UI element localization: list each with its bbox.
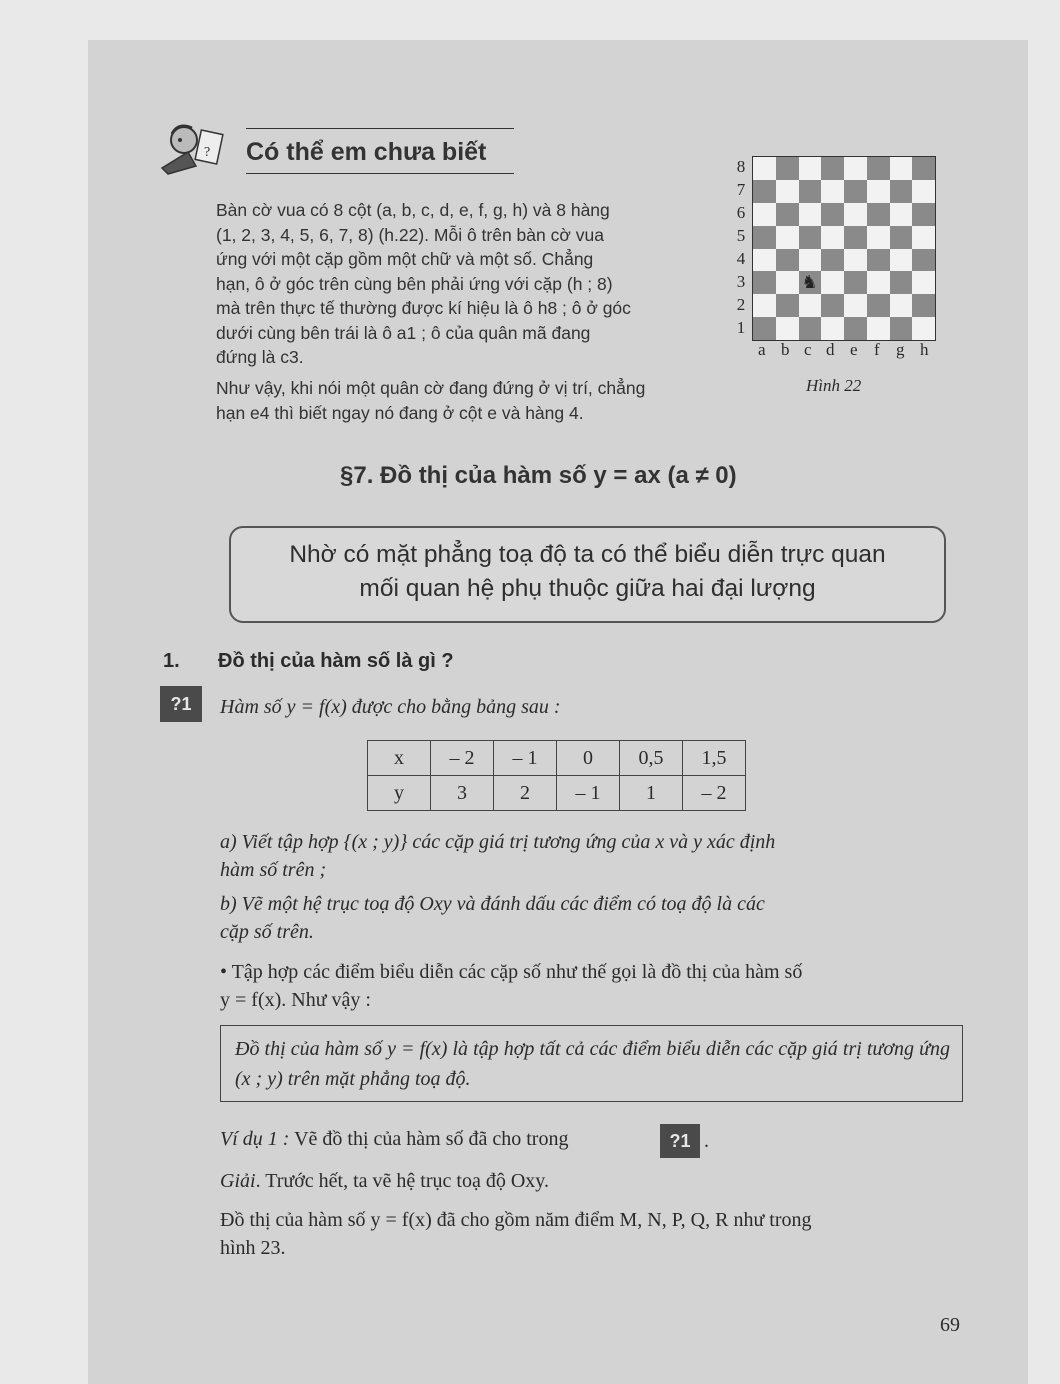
board-square: [890, 271, 913, 294]
solution-line: [220, 1170, 549, 1193]
board-square: [753, 203, 776, 226]
board-square: [753, 317, 776, 340]
board-square: [753, 226, 776, 249]
bullet-paragraph: [220, 958, 962, 1014]
intro-paragraph-2: [216, 376, 706, 425]
board-square: [821, 294, 844, 317]
table-cell: – 2: [683, 776, 746, 811]
subsection-number: 1.: [163, 650, 180, 672]
board-square: [821, 203, 844, 226]
board-square: [890, 226, 913, 249]
board-square: [776, 203, 799, 226]
board-square: [844, 157, 867, 180]
header-rule-top: [246, 128, 514, 129]
rank-label: 8: [736, 157, 746, 176]
table-row: [368, 776, 746, 811]
rank-label: 7: [736, 180, 746, 199]
board-square: [799, 249, 822, 272]
text-line: Đồ thị của hàm số y = f(x) đã cho gồm năm điểm M, N, P, Q, R như trong: [220, 1209, 812, 1231]
chessboard: [752, 156, 936, 341]
intro-line: hạn e4 thì biết ngay nó đang ở cột e và hàng 4.: [216, 402, 584, 423]
definition-text: Đồ thị của hàm số y = f(x) là tập hợp tất cả các điểm biểu diễn các cặp giá trị tương ứng (x ; y) trên mặt phẳng toạ độ.: [235, 1038, 950, 1090]
text-line: hình 23.: [220, 1237, 286, 1259]
file-label: g: [896, 340, 905, 359]
intro-line: hạn, ô ở góc trên cùng bên phải ứng với cặp (h ; 8): [216, 273, 613, 294]
board-square: [776, 294, 799, 317]
board-square: [753, 180, 776, 203]
rank-label: 1: [736, 318, 746, 337]
board-square: [799, 157, 822, 180]
rank-label: 2: [736, 295, 746, 314]
header-rule-bottom: [246, 173, 514, 174]
board-square: [753, 157, 776, 180]
intro-line: mà trên thực tế thường được kí hiệu là ô h8 ; ô ở góc: [216, 298, 631, 318]
board-square: [890, 180, 913, 203]
svg-text:?: ?: [204, 145, 211, 160]
final-paragraph: [220, 1206, 962, 1262]
board-square: [844, 294, 867, 317]
board-square: [844, 271, 867, 294]
board-square: [912, 271, 935, 294]
file-label: h: [920, 340, 929, 359]
solution-label: Giải: [220, 1170, 256, 1192]
text-line: b) Vẽ một hệ trục toạ độ Oxy và đánh dấu các điểm có toạ độ là các: [220, 893, 765, 915]
table-cell: 1,5: [683, 741, 746, 776]
rank-label: 4: [736, 249, 746, 268]
page-number: 69: [940, 1314, 960, 1336]
board-square: [867, 294, 890, 317]
board-square: [867, 317, 890, 340]
table-cell: y: [368, 776, 431, 811]
table-cell: – 2: [431, 741, 494, 776]
callout-text: [231, 538, 944, 606]
solution-text: . Trước hết, ta vẽ hệ trục toạ độ Oxy.: [255, 1170, 549, 1192]
definition-box: [220, 1025, 963, 1102]
intro-paragraph: [216, 198, 706, 370]
board-square: [912, 203, 935, 226]
board-square: [799, 203, 822, 226]
knight-icon: ♞: [801, 272, 818, 293]
table-cell: 1: [620, 776, 683, 811]
example-line: [220, 1128, 568, 1151]
table-cell: 2: [494, 776, 557, 811]
board-square: [867, 180, 890, 203]
intro-line: đứng là c3.: [216, 347, 304, 367]
board-square: [890, 317, 913, 340]
board-square: [912, 317, 935, 340]
board-square: [844, 180, 867, 203]
board-square: [867, 271, 890, 294]
rank-label: 6: [736, 203, 746, 222]
student-reading-icon: [158, 116, 228, 181]
board-square: [776, 317, 799, 340]
board-square: [867, 226, 890, 249]
text-line: y = f(x). Như vậy :: [220, 989, 371, 1011]
table-cell: x: [368, 741, 431, 776]
file-label: d: [826, 340, 835, 359]
board-square: [776, 226, 799, 249]
board-square: [799, 271, 822, 294]
figure-caption: Hình 22: [806, 376, 862, 395]
table-cell: – 1: [557, 776, 620, 811]
board-square: [867, 157, 890, 180]
example-label: Ví dụ 1 :: [220, 1128, 290, 1150]
board-square: [867, 203, 890, 226]
intro-line: Bàn cờ vua có 8 cột (a, b, c, d, e, f, g, h) và 8 hàng: [216, 200, 610, 220]
board-square: [776, 180, 799, 203]
board-square: [844, 317, 867, 340]
intro-line: ứng với một cặp gồm một chữ và một số. Chẳng: [216, 249, 594, 269]
table-cell: – 1: [494, 741, 557, 776]
board-square: [753, 294, 776, 317]
question-part-b: [220, 890, 962, 946]
file-label: a: [758, 340, 766, 359]
sidebar-title: Có thể em chưa biết: [246, 138, 487, 166]
board-square: [821, 317, 844, 340]
intro-line: (1, 2, 3, 4, 5, 6, 7, 8) (h.22). Mỗi ô trên bàn cờ vua: [216, 224, 604, 245]
board-square: [890, 203, 913, 226]
callout-box: [229, 526, 946, 623]
table-cell: 0: [557, 741, 620, 776]
board-square: [821, 249, 844, 272]
board-square: [753, 271, 776, 294]
board-square: [753, 249, 776, 272]
text-line: hàm số trên ;: [220, 859, 327, 881]
board-square: [890, 249, 913, 272]
section-title: §7. Đồ thị của hàm số y = ax (a ≠ 0): [340, 462, 737, 489]
values-table: [367, 740, 746, 811]
table-cell: 3: [431, 776, 494, 811]
file-label: b: [781, 340, 790, 359]
board-square: [912, 157, 935, 180]
board-square: [844, 226, 867, 249]
board-square: [912, 294, 935, 317]
callout-line: Nhờ có mặt phẳng toạ độ ta có thể biểu diễn trực quan: [289, 541, 886, 568]
board-square: [799, 294, 822, 317]
board-square: [912, 249, 935, 272]
board-square: [912, 226, 935, 249]
board-square: [776, 249, 799, 272]
board-square: [912, 180, 935, 203]
board-square: [821, 180, 844, 203]
board-square: [890, 157, 913, 180]
question-ref-badge: ?1: [660, 1124, 700, 1158]
text-line: • Tập hợp các điểm biểu diễn các cặp số như thế gọi là đồ thị của hàm số: [220, 961, 803, 983]
board-square: [799, 317, 822, 340]
intro-line: dưới cùng bên trái là ô a1 ; ô của quân mã đang: [216, 322, 591, 343]
subsection-title: Đồ thị của hàm số là gì ?: [218, 650, 454, 672]
example-text: Vẽ đồ thị của hàm số đã cho trong: [294, 1128, 569, 1150]
example-end: .: [704, 1130, 709, 1152]
board-square: [890, 294, 913, 317]
question-badge: ?1: [160, 686, 202, 722]
file-label: e: [850, 340, 858, 359]
board-square: [867, 249, 890, 272]
text-line: cặp số trên.: [220, 921, 314, 943]
board-square: [776, 271, 799, 294]
board-square: [844, 203, 867, 226]
text-line: a) Viết tập hợp {(x ; y)} các cặp giá trị tương ứng của x và y xác định: [220, 831, 776, 853]
intro-line: Như vậy, khi nói một quân cờ đang đứng ở vị trí, chẳng: [216, 378, 646, 398]
board-square: [821, 271, 844, 294]
question-intro: Hàm số y = f(x) được cho bằng bảng sau :: [220, 696, 561, 718]
file-label: c: [804, 340, 812, 359]
callout-line: mối quan hệ phụ thuộc giữa hai đại lượng: [359, 575, 816, 602]
table-row: [368, 741, 746, 776]
file-label: f: [874, 340, 880, 359]
board-square: [844, 249, 867, 272]
question-part-a: [220, 828, 962, 884]
board-square: [776, 157, 799, 180]
board-square: [821, 226, 844, 249]
board-square: [821, 157, 844, 180]
board-square: [799, 226, 822, 249]
rank-label: 3: [736, 272, 746, 291]
rank-label: 5: [736, 226, 746, 245]
board-square: [799, 180, 822, 203]
table-cell: 0,5: [620, 741, 683, 776]
